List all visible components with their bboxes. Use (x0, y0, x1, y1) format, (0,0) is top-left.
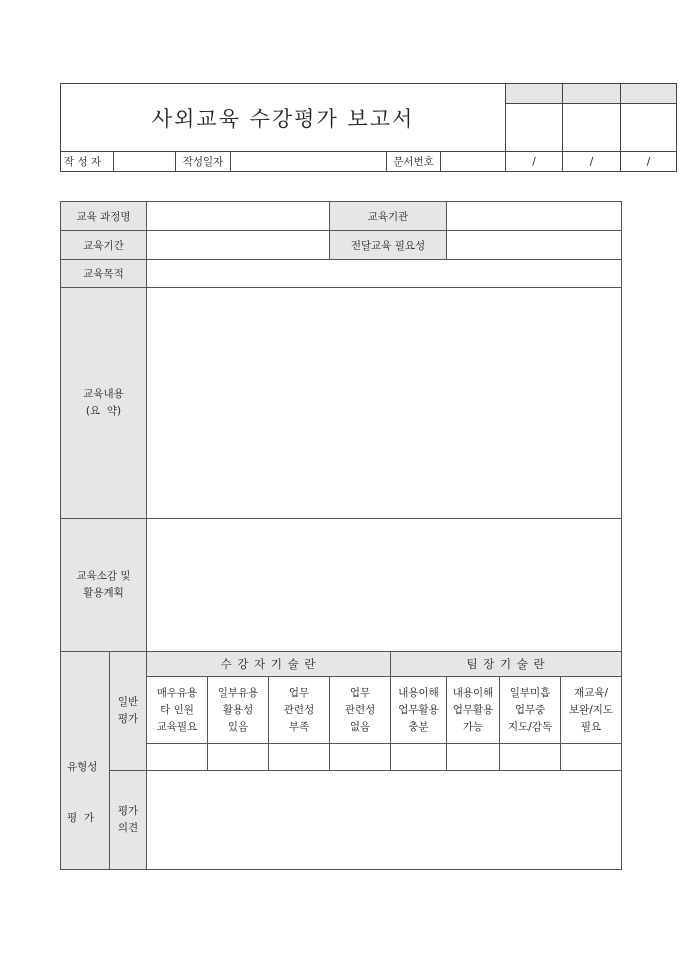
check-cell[interactable] (330, 744, 391, 771)
approval-header-cell (563, 84, 621, 104)
check-cell[interactable] (147, 744, 208, 771)
course-name-label: 교육 과정명 (61, 202, 147, 231)
criterion-cell: 일부미흡 업무중 지도/감독 (500, 677, 561, 744)
opinion-field[interactable] (147, 771, 622, 870)
leader-section-header: 팀 장 기 술 란 (391, 652, 622, 677)
content-label-line2: (요 약) (85, 405, 122, 417)
check-cell[interactable] (391, 744, 447, 771)
approval-date-cell[interactable]: / (506, 152, 563, 172)
opinion-label (110, 771, 147, 870)
relay-education-field[interactable] (447, 231, 622, 260)
period-label: 교육기간 (61, 231, 147, 260)
check-cell[interactable] (500, 744, 561, 771)
author-label: 작 성 자 (61, 152, 114, 172)
relay-education-label: 전달교육 필요성 (330, 231, 447, 260)
general-label-line2: 평가 (117, 713, 139, 725)
doc-number-field[interactable] (441, 152, 506, 172)
author-field[interactable] (114, 152, 176, 172)
approval-sign-cell[interactable] (563, 104, 621, 152)
general-eval-label (110, 652, 147, 771)
approval-date-cell[interactable]: / (621, 152, 677, 172)
criterion-cell: 업무 관련성 부족 (269, 677, 330, 744)
date-field[interactable] (231, 152, 387, 172)
criterion-cell: 업무 관련성 없음 (330, 677, 391, 744)
purpose-field[interactable] (147, 260, 622, 288)
purpose-label: 교육목적 (61, 260, 147, 288)
approval-header-cell (621, 84, 677, 104)
check-cell[interactable] (269, 744, 330, 771)
document-title: 사외교육 수강평가 보고서 (61, 84, 506, 152)
content-summary-field[interactable] (147, 288, 622, 519)
criterion-cell: 매우유용 타 인원 교육필요 (147, 677, 208, 744)
attendee-section-header: 수 강 자 기 술 란 (147, 652, 391, 677)
check-cell[interactable] (561, 744, 622, 771)
institution-label: 교육기관 (330, 202, 447, 231)
content-summary-label (61, 288, 147, 519)
date-label: 작성일자 (176, 152, 231, 172)
report-header-table (60, 83, 677, 172)
check-cell[interactable] (447, 744, 500, 771)
impression-plan-field[interactable] (147, 519, 622, 652)
type-label: 유형성 (67, 760, 98, 773)
approval-sign-cell[interactable] (621, 104, 677, 152)
doc-number-label: 문서번호 (387, 152, 441, 172)
criterion-cell: 내용이해 업무활용 충분 (391, 677, 447, 744)
opinion-label-line2: 의견 (117, 822, 139, 834)
general-label-line1: 일반 (117, 696, 139, 708)
course-name-field[interactable] (147, 202, 330, 231)
evaluation-type-label (61, 652, 110, 870)
criterion-cell: 일부유용 활용성 있음 (208, 677, 269, 744)
criterion-cell: 재교육/ 보완/지도 필요 (561, 677, 622, 744)
approval-date-cell[interactable]: / (563, 152, 621, 172)
content-label-line1: 교육내용 (83, 388, 124, 400)
impression-plan-label (61, 519, 147, 652)
impression-label-line1: 교육소감 및 (76, 570, 131, 582)
report-body-table (60, 201, 622, 870)
approval-sign-cell[interactable] (506, 104, 563, 152)
impression-label-line2: 활용계획 (83, 587, 124, 599)
institution-field[interactable] (447, 202, 622, 231)
criterion-cell: 내용이해 업무활용 가능 (447, 677, 500, 744)
opinion-label-line1: 평가 (117, 805, 139, 817)
check-cell[interactable] (208, 744, 269, 771)
eval-label: 평 가 (67, 811, 94, 824)
approval-header-cell (506, 84, 563, 104)
period-field[interactable] (147, 231, 330, 260)
